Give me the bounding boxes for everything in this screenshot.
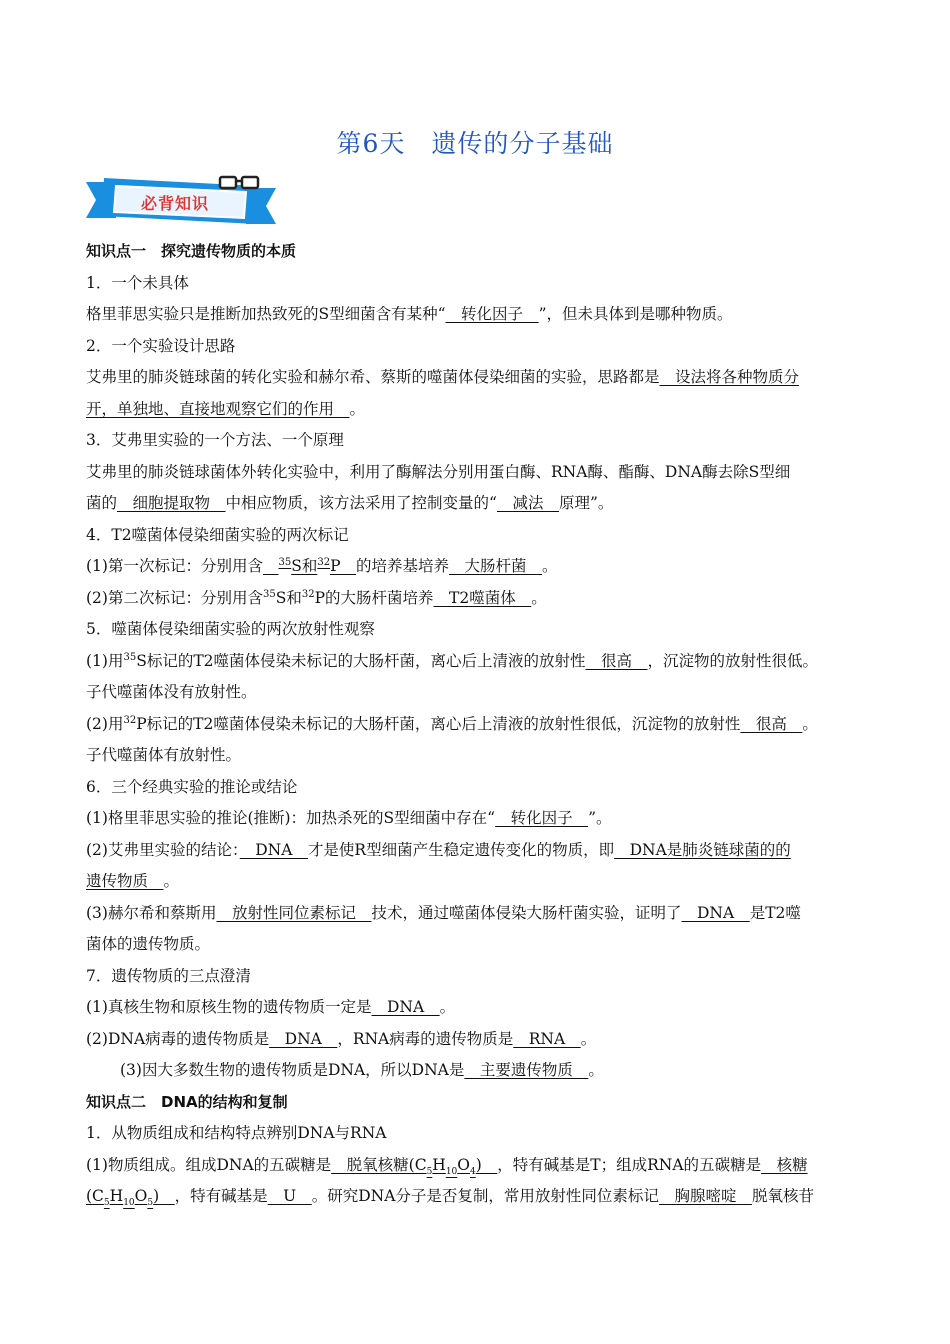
text-segment: 35 [262, 588, 276, 600]
text-line [86, 1024, 872, 1056]
text-line [86, 583, 872, 615]
text-segment: 知识点一 探究遗传物质的本质 [86, 242, 297, 260]
text-line [86, 740, 872, 772]
answer-blank [263, 557, 279, 575]
answer-blank: 核糖 [761, 1155, 808, 1174]
text-segment: 。 [588, 1061, 604, 1079]
answer-blank: 脱氧核糖(C [331, 1155, 427, 1174]
text-segment: ”，但未具体到是哪种物质。 [538, 305, 733, 323]
text-line [86, 1055, 872, 1087]
text-segment: (1)真核生物和原核生物的遗传物质一定是 [86, 998, 372, 1016]
text-segment: 。 [349, 399, 366, 418]
answer-blank: H [432, 1155, 446, 1174]
text-segment: 。 [802, 714, 818, 733]
section-heading [86, 1087, 872, 1119]
answer-blank: DNA [681, 903, 750, 922]
answer-blank: P [330, 557, 357, 575]
text-segment: (1)第一次标记：分别用含 [86, 557, 263, 575]
text-line [86, 772, 872, 804]
text-segment: 的培养基培养 [356, 557, 450, 575]
answer-blank: 主要遗传物质 [464, 1061, 589, 1079]
text-line [86, 646, 872, 678]
answer-blank: ) [475, 1155, 498, 1174]
text-segment: 32 [123, 714, 137, 726]
page-title: 第6天 遗传的分子基础 [336, 129, 614, 158]
text-segment: ，特有碱基是T；组成RNA的五碳糖是 [497, 1155, 762, 1174]
glasses-icon [218, 174, 262, 192]
text-segment: 1．一个未具体 [86, 273, 189, 292]
text-segment: P的大肠杆菌培养 [314, 588, 434, 607]
answer-blank: S和 [291, 557, 318, 575]
text-segment: 6．三个经典实验的推论或结论 [86, 777, 298, 796]
text-line [86, 929, 872, 961]
answer-blank: 32 [317, 556, 331, 568]
answer-blank: 转化因子 [495, 809, 589, 827]
answer-blank: DNA [269, 1029, 338, 1048]
text-segment: (2)DNA病毒的遗传物质是 [86, 1029, 270, 1048]
text-line [86, 299, 872, 331]
text-segment: 35 [123, 651, 137, 663]
text-segment: 格里菲思实验只是推断加热致死的S型细菌含有某种“ [86, 305, 446, 323]
answer-blank: 放射性同位素标记 [216, 903, 372, 922]
text-segment: 。研究DNA分子是否复制，常用放射性同位素标记 [311, 1187, 659, 1205]
answer-blank: ) [153, 1187, 175, 1205]
text-line [86, 362, 872, 394]
text-segment: 艾弗里的肺炎链球菌的转化实验和赫尔希、蔡斯的噬菌体侵染细菌的实验，思路都是 [86, 368, 660, 386]
text-segment: ”。 [588, 809, 612, 827]
answer-blank: 设法将各种物质分 [659, 368, 800, 386]
text-line [86, 709, 872, 741]
text-segment: 。 [439, 998, 456, 1016]
banner-label: 必背知识 [140, 194, 209, 213]
text-segment: 1．从物质组成和结构特点辨别DNA与RNA [86, 1124, 387, 1142]
section-heading [86, 236, 872, 268]
text-segment: 技术，通过噬菌体侵染大肠杆菌实验，证明了 [371, 903, 682, 922]
text-segment: 2．一个实验设计思路 [86, 336, 236, 355]
answer-blank: 转化因子 [445, 305, 539, 323]
text-line [86, 614, 872, 646]
text-segment: 中相应物质，该方法采用了控制变量的“ [225, 494, 497, 512]
text-segment: ，特有碱基是 [174, 1187, 268, 1205]
answer-blank: 10 [445, 1166, 458, 1177]
text-segment: 才是使R型细菌产生稳定遗传变化的物质，即 [307, 840, 615, 859]
answer-blank: RNA [513, 1029, 581, 1048]
text-line [86, 866, 872, 898]
text-line [86, 1150, 872, 1182]
answer-blank: 减法 [496, 494, 559, 512]
text-line [86, 520, 872, 552]
text-segment: 32 [301, 588, 315, 600]
answer-blank: 细胞提取物 [117, 494, 226, 512]
text-segment: 3．艾弗里实验的一个方法、一个原理 [86, 431, 344, 449]
answer-blank: 5 [103, 1198, 110, 1209]
text-segment: 。 [531, 588, 547, 607]
text-segment: 艾弗里的肺炎链球菌体外转化实验中，利用了酶解法分别用蛋白酶、RNA酶、酯酶、DNA酶去除S型细 [86, 462, 791, 481]
answer-blank: 大肠杆菌 [449, 557, 543, 575]
answer-blank: 很高 [585, 651, 648, 670]
text-segment: S和 [275, 588, 302, 607]
text-segment: 是T2噬 [749, 903, 801, 922]
text-segment: 子代噬菌体没有放射性。 [86, 683, 257, 701]
text-line [86, 803, 872, 835]
section-banner [86, 174, 276, 230]
text-line [86, 425, 872, 457]
text-line [86, 1118, 872, 1150]
answer-blank: 5 [426, 1166, 433, 1177]
answer-blank: O [457, 1155, 470, 1174]
answer-blank: 4 [470, 1166, 476, 1177]
text-segment: S标记的T2噬菌体侵染未标记的大肠杆菌，离心后上清液的放射性 [136, 651, 586, 670]
answer-blank: 10 [123, 1198, 135, 1209]
answer-blank: H [109, 1187, 124, 1205]
text-segment: (1)格里菲思实验的推论(推断)：加热杀死的S型细菌中存在“ [86, 809, 496, 827]
text-line [86, 1181, 872, 1213]
text-segment: 7．遗传物质的三点澄清 [86, 966, 251, 985]
text-line [86, 394, 872, 426]
text-segment: 子代噬菌体有放射性。 [86, 746, 242, 764]
text-segment: (1)物质组成。组成DNA的五碳糖是 [86, 1155, 332, 1174]
answer-blank: 很高 [740, 714, 803, 733]
text-segment: (3)赫尔希和蔡斯用 [86, 903, 217, 922]
text-segment: 菌的 [86, 494, 118, 512]
text-segment: 脱氧核苷 [751, 1187, 814, 1205]
text-segment: 。 [163, 872, 180, 890]
text-line [86, 551, 872, 583]
answer-blank: DNA是肺炎链球菌的的 [614, 840, 791, 859]
text-segment: 原理”。 [558, 494, 614, 512]
answer-blank: (C [86, 1187, 104, 1205]
answer-blank: DNA [239, 840, 308, 859]
text-segment: 。 [542, 557, 558, 575]
text-segment: 知识点二 DNA的结构和复制 [86, 1092, 288, 1111]
text-segment: 4．T2噬菌体侵染细菌实验的两次标记 [86, 525, 349, 544]
text-line [86, 457, 872, 489]
text-segment: (3)因大多数生物的遗传物质是DNA，所以DNA是 [120, 1061, 465, 1079]
answer-blank: DNA [371, 998, 440, 1016]
text-line [86, 961, 872, 993]
answer-blank: O [134, 1187, 148, 1205]
text-segment: ，沉淀物的放射性很低。 [647, 651, 819, 670]
content-body [86, 236, 872, 1213]
answer-blank: T2噬菌体 [433, 588, 532, 607]
text-line [86, 992, 872, 1024]
answer-blank: 5 [147, 1198, 154, 1209]
text-line [86, 488, 872, 520]
text-line [86, 677, 872, 709]
answer-blank: 35 [278, 556, 292, 568]
text-segment: 。 [580, 1029, 597, 1048]
answer-blank: U [267, 1187, 312, 1205]
text-line [86, 268, 872, 300]
text-line [86, 898, 872, 930]
text-segment: ，RNA病毒的遗传物质是 [337, 1029, 514, 1048]
answer-blank: 胸腺嘧啶 [658, 1187, 752, 1205]
answer-blank: 遗传物质 [86, 872, 164, 890]
text-segment: (1)用 [86, 651, 124, 670]
text-segment: (2)用 [86, 714, 124, 733]
text-line [86, 835, 872, 867]
text-segment: 菌体的遗传物质。 [86, 935, 211, 953]
answer-blank: 开，单独地、直接地观察它们的作用 [86, 399, 350, 418]
text-line [86, 331, 872, 363]
text-segment: 5．噬菌体侵染细菌实验的两次放射性观察 [86, 620, 375, 638]
text-segment: (2)第二次标记：分别用含 [86, 588, 263, 607]
text-segment: (2)艾弗里实验的结论： [86, 840, 240, 859]
text-segment: P标记的T2噬菌体侵染未标记的大肠杆菌，离心后上清液的放射性很低，沉淀物的放射性 [136, 714, 741, 733]
